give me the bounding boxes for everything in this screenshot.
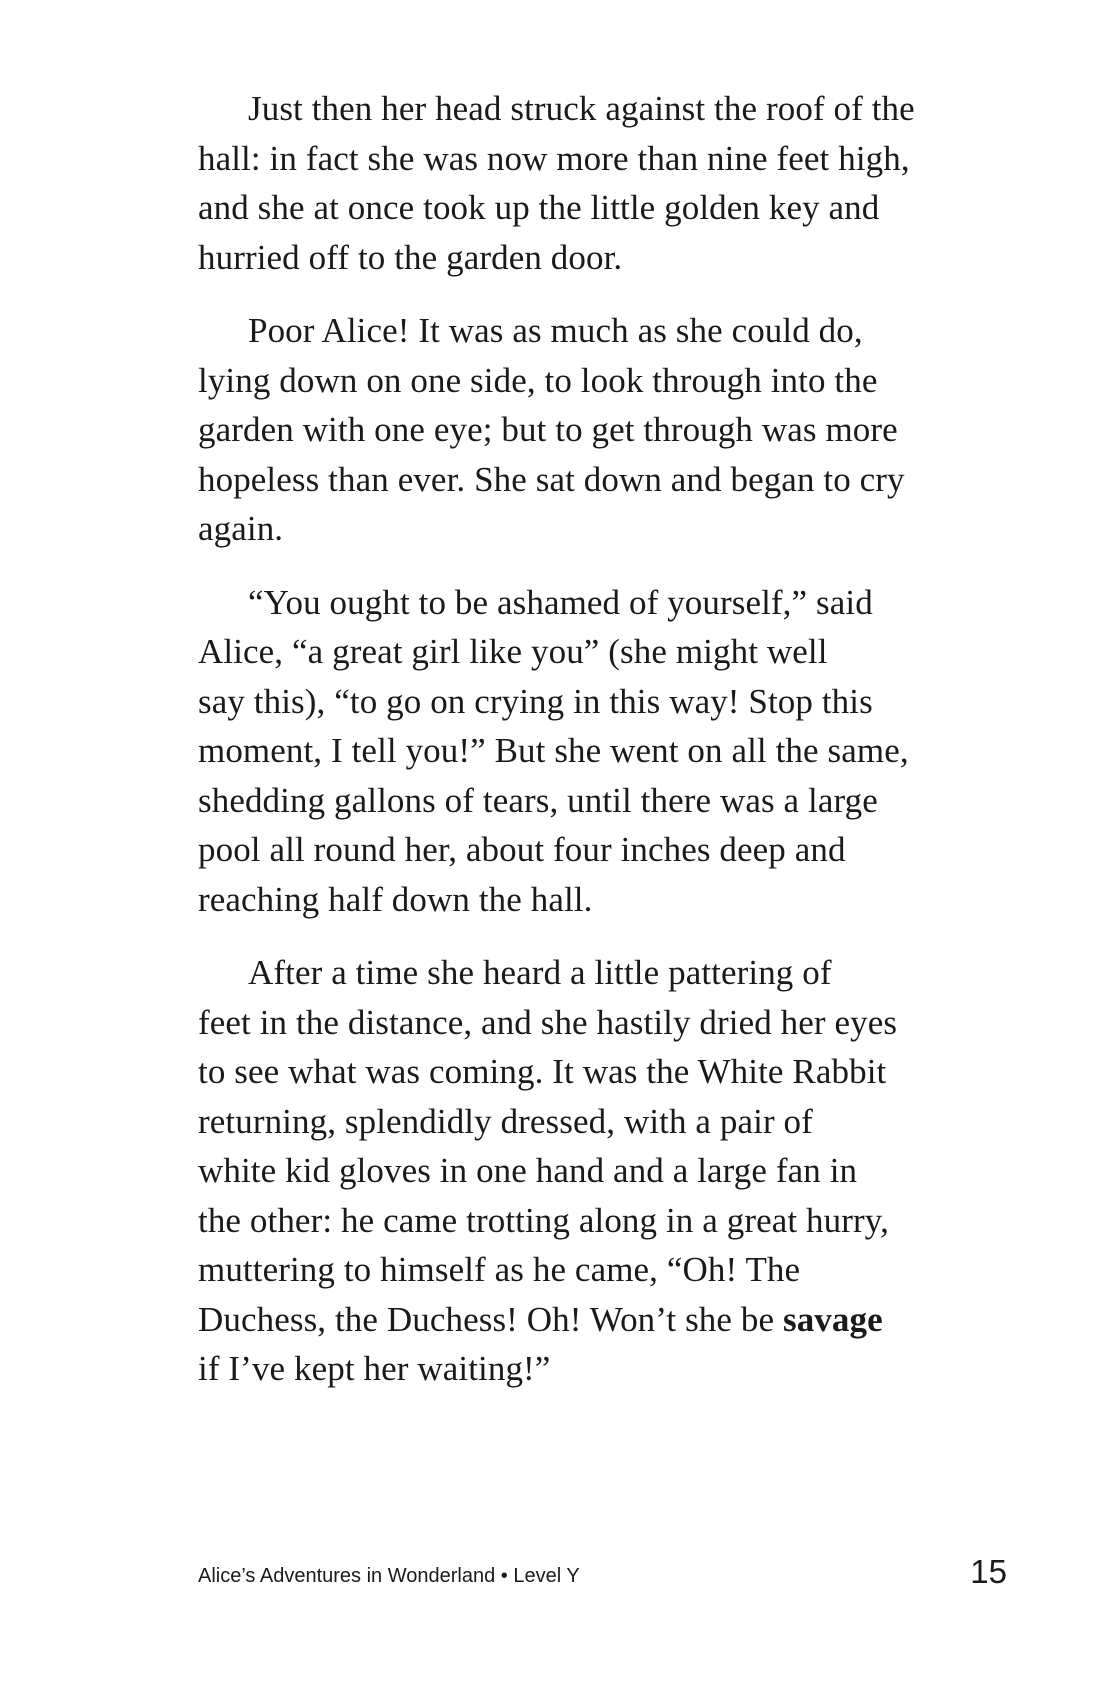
paragraph-1 [198, 84, 1010, 282]
text-line: Alice, “a great girl like you” (she might well [198, 632, 828, 671]
text-line: shedding gallons of tears, until there was a large [198, 780, 878, 820]
text-line: After a time she heard a little pattering of [248, 953, 832, 992]
text-line: feet in the distance, and she hastily dried her eyes [198, 1002, 898, 1042]
text-line: again. [198, 509, 284, 548]
paragraph-2 [198, 306, 1010, 554]
text-line: muttering to himself as he came, “Oh! The [198, 1250, 801, 1289]
text-line: reaching half down the hall. [198, 879, 593, 919]
text-line: white kid gloves in one hand and a large fan in [198, 1151, 858, 1190]
text-line: hopeless than ever. She sat down and began to cry [198, 459, 905, 499]
text-line: moment, I tell you!” But she went on all the same, [198, 731, 909, 770]
text-line-with-vocabulary [198, 1295, 1010, 1345]
footer-book-title: Alice’s Adventures in Wonderland • Level Y [198, 1565, 580, 1587]
text-line: Poor Alice! It was as much as she could do, [248, 311, 863, 350]
page-number: 15 [970, 1553, 1007, 1590]
text-segment: Duchess, the Duchess! Oh! Won’t she be [198, 1299, 783, 1339]
text-line: lying down on one side, to look through into the [198, 360, 878, 400]
text-line: and she at once took up the little golden key and [198, 188, 880, 227]
text-line: “You ought to be ashamed of yourself,” said [248, 582, 873, 622]
text-line: returning, splendidly dressed, with a pair of [198, 1101, 813, 1141]
paragraph-3 [198, 578, 1010, 925]
text-line: hurried off to the garden door. [198, 237, 623, 277]
text-line: say this), “to go on crying in this way! Stop this [198, 681, 873, 721]
text-line: to see what was coming. It was the White Rabbit [198, 1052, 887, 1091]
text-line: garden with one eye; but to get through was more [198, 410, 898, 449]
text-line: pool all round her, about four inches deep and [198, 830, 846, 869]
text-line: if I’ve kept her waiting!” [198, 1349, 551, 1388]
body-text [198, 84, 1010, 1418]
vocabulary-word: savage [782, 1299, 883, 1339]
text-line: Just then her head struck against the roof of the [248, 89, 915, 128]
text-line: hall: in fact she was now more than nine feet high, [198, 138, 910, 178]
text-line: the other: he came trotting along in a great hurry, [198, 1200, 889, 1240]
paragraph-4 [198, 948, 1010, 1394]
